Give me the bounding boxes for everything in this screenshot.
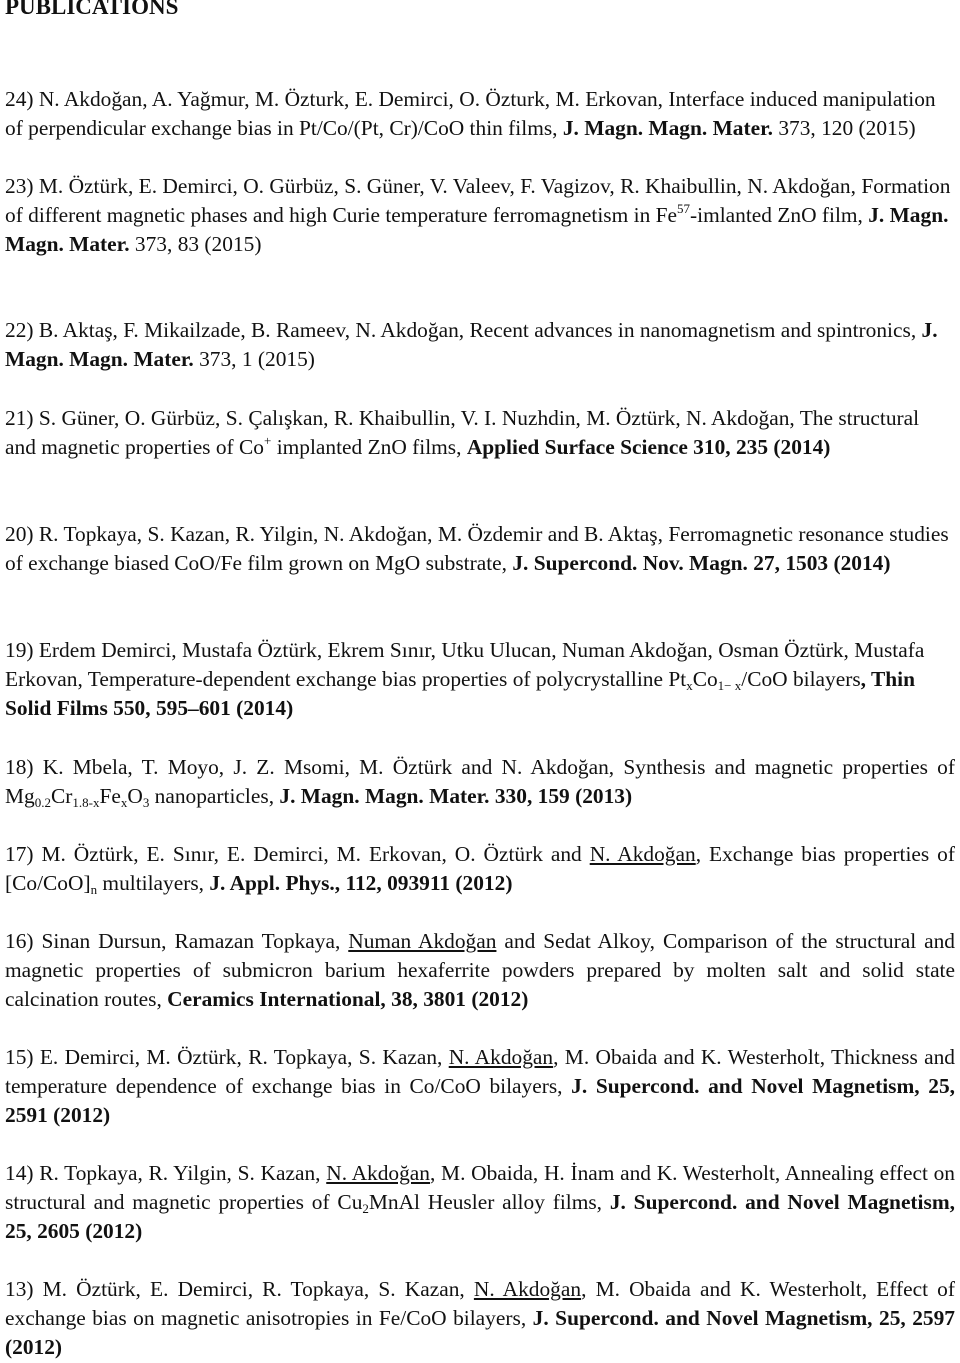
- publication-13: 13) M. Öztürk, E. Demirci, R. Topkaya, S. Kazan, N. Akdoğan, M. Obaida and K. Westerholt, Effect of exchange bias on magnetic anisotropies in Fe/CoO bilayers, J. Supercond. and Novel Magnetism, 25, 2597 (2012): [5, 1277, 956, 1360]
- publication-17: 17) M. Öztürk, E. Sınır, E. Demirci, M. Erkovan, O. Öztürk and N. Akdoğan, Exchange bias properties of $[Co/CoO]_n$ multilayers, J. Appl. Phys., 112, 093911 (2012): [5, 842, 956, 898]
- publication-23: 23) M. Öztürk, E. Demirci, O. Gürbüz, S. Güner, V. Valeev, F. Vagizov, R. Khaibullin, N. Akdoğan, Formation of different magnetic phases and high Curie temperature ferromagnetism in Fe$^{57}$-imlanted ZnO film, J. Magn. Magn. Mater. 373, 83 (2015): [5, 174, 951, 257]
- journal: J. Magn. Magn. Mater.: [5, 318, 938, 372]
- journal: J. Supercond. and Novel Magnetism, 25, 2591 (2012): [5, 1074, 955, 1128]
- publication-21: 21) S. Güner, O. Gürbüz, S. Çalışkan, R. Khaibullin, V. I. Nuzhdin, M. Öztürk, N. Akdoğan, The structural and magnetic properties of Co+ implanted ZnO films, Applied Surface Science 310, 235 (2014): [5, 406, 920, 460]
- journal: Applied Surface Science 310, 235 (2014): [466, 435, 831, 460]
- journal: J. Supercond. and Novel Magnetism, 25, 2605 (2012): [5, 1190, 955, 1244]
- publication-15: 15) E. Demirci, M. Öztürk, R. Topkaya, S. Kazan, N. Akdoğan, M. Obaida and K. Westerholt, Thickness and temperature dependence of exchange bias in Co/CoO bilayers, J. Supercond. and Novel Magnetism, 25, 2591 (2012): [5, 1045, 956, 1128]
- publication-22: 22) B. Aktaş, F. Mikailzade, B. Rameev, N. Akdoğan, Recent advances in nanomagnetism and spintronics, J. Magn. Magn. Mater. 373, 1 (2015): [5, 318, 938, 372]
- underlined-author: N. Akdoğan: [589, 842, 696, 866]
- publication-24: 24) N. Akdoğan, A. Yağmur, M. Özturk, E. Demirci, O. Özturk, M. Erkovan, Interface induced manipulation of perpendicular exchange bias in Pt/Co/(Pt, Cr)/CoO thin films, J. Magn. Magn. Mater. 373, 120 (2015): [5, 87, 936, 141]
- publication-20: 20) R. Topkaya, S. Kazan, R. Yilgin, N. Akdoğan, M. Özdemir and B. Aktaş, Ferromagnetic resonance studies of exchange biased CoO/Fe film grown on MgO substrate, J. Supercond. Nov. Magn. 27, 1503 (2014): [5, 522, 949, 576]
- journal: J. Appl. Phys., 112, 093911 (2012): [209, 871, 513, 896]
- underlined-author: N. Akdoğan: [473, 1277, 582, 1301]
- journal: J. Supercond. and Novel Magnetism, 25, 2597 (2012): [5, 1306, 956, 1360]
- publication-16: 16) Sinan Dursun, Ramazan Topkaya, Numan Akdoğan and Sedat Alkoy, Comparison of the structural and magnetic properties of submicron barium hexaferrite powders prepared by molten salt and solid state calcination routes, Ceramics International, 38, 3801 (2012): [5, 929, 955, 1012]
- journal: , Thin Solid Films 550, 595–601 (2014): [5, 667, 915, 721]
- journal: Ceramics International, 38, 3801 (2012): [167, 987, 529, 1012]
- publication-19: 19) Erdem Demirci, Mustafa Öztürk, Ekrem Sınır, Utku Ulucan, Numan Akdoğan, Osman Öztürk, Mustafa Erkovan, Temperature-dependent exchange bias properties of polycrystalline $Pt_xCo_{1- x}$/CoO bilayers, Thin Solid Films 550, 595–601 (2014): [5, 638, 925, 721]
- journal: J. Magn. Magn. Mater.: [5, 203, 949, 257]
- publication-14: 14) R. Topkaya, R. Yilgin, S. Kazan, N. Akdoğan, M. Obaida, H. İnam and K. Westerholt, Annealing effect on structural and magnetic properties of $Cu_2MnAl$ Heusler alloy films, J. Supercond. and Novel Magnetism, 25, 2605 (2012): [5, 1161, 955, 1244]
- underlined-author: Numan Akdoğan: [348, 929, 497, 953]
- journal: J. Magn. Magn. Mater.: [562, 116, 773, 141]
- publication-18: 18) K. Mbela, T. Moyo, J. Z. Msomi, M. Öztürk and N. Akdoğan, Synthesis and magnetic properties of $Mg_{0.2}Cr_{1.8-x}Fe_xO_3$ nanoparticles, J. Magn. Magn. Mater. 330, 159 (2013): [5, 755, 955, 811]
- underlined-author: N. Akdoğan: [448, 1045, 554, 1069]
- underlined-author: N. Akdoğan: [326, 1161, 430, 1185]
- page-title: PUBLICATIONS: [5, 0, 179, 19]
- journal: J. Magn. Magn. Mater. 330, 159 (2013): [279, 784, 633, 809]
- journal: J. Supercond. Nov. Magn. 27, 1503 (2014): [512, 551, 891, 576]
